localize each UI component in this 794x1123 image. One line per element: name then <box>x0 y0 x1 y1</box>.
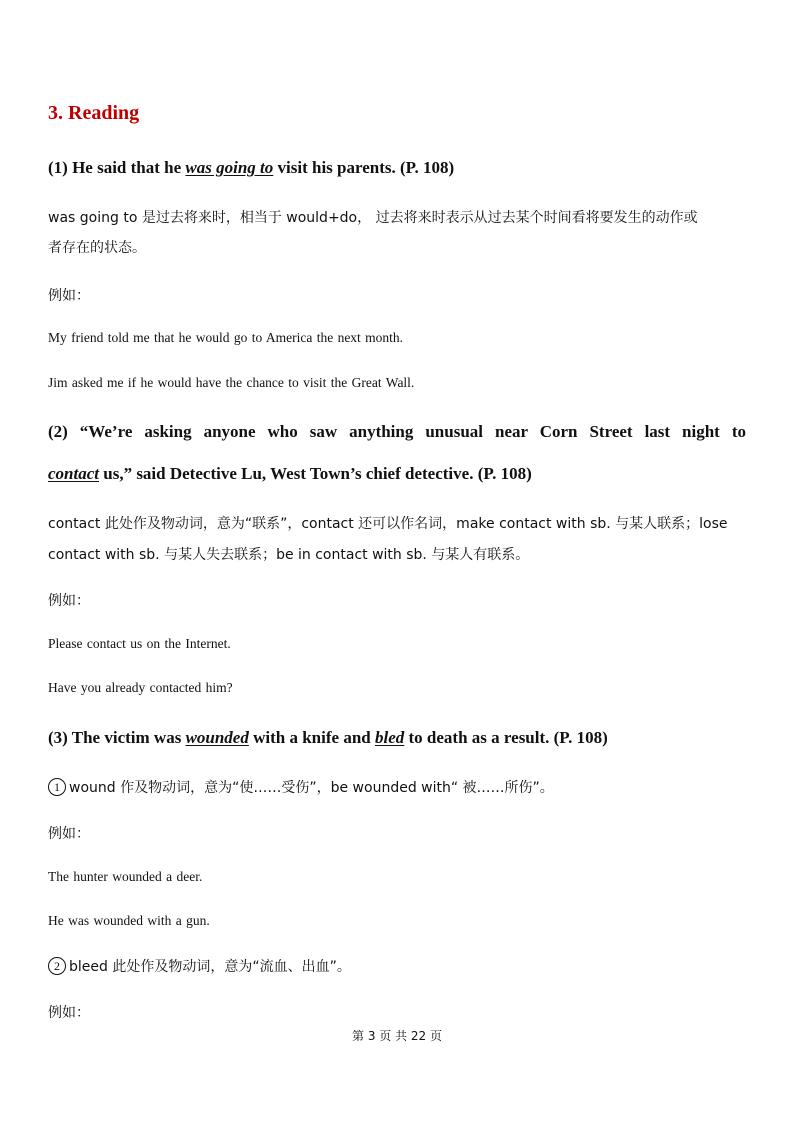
question-2-line-2 <box>48 464 532 484</box>
example-label: 例如： <box>48 288 90 304</box>
question-1-keyword: was going to <box>185 158 274 177</box>
question-1-suffix: visit his parents. (P. 108) <box>273 158 455 177</box>
example-sentence: Please contact us on the Internet. <box>48 636 231 651</box>
question-3-prefix: (3) The victim was <box>48 728 186 747</box>
example-label: 例如： <box>48 826 90 842</box>
question-3 <box>48 728 608 748</box>
question-2-keyword: contact <box>48 464 99 483</box>
point-2 <box>48 952 351 982</box>
question-3-keyword-1: wounded <box>185 728 249 747</box>
question-1-prefix: (1) He said that he <box>48 158 186 177</box>
example-sentence: He was wounded with a gun. <box>48 913 210 928</box>
question-3-middle: with a knife and <box>248 728 375 747</box>
question-1 <box>48 158 454 178</box>
question-2-line-1: (2) “We’re asking anyone who saw anything unusual near Corn Street last night to <box>48 422 746 441</box>
page-footer: 第 3 页 共 22 页 <box>352 1029 442 1043</box>
explanation-2-line-1: contact 此处作及物动词，意为“联系”，contact 还可以作名词，make contact with sb. 与某人联系；lose <box>48 516 728 532</box>
example-sentence: The hunter wounded a deer. <box>48 869 203 884</box>
example-sentence: Have you already contacted him? <box>48 680 233 695</box>
explanation-2-line-2: contact with sb. 与某人失去联系；be in contact with sb. 与某人有联系。 <box>48 547 530 563</box>
question-3-keyword-2: bled <box>374 728 405 747</box>
example-label: 例如： <box>48 593 90 609</box>
explanation-1-line-2: 者存在的状态。 <box>48 240 146 256</box>
section-title: 3. Reading <box>48 102 140 124</box>
point-1-text: wound 作及物动词，意为“使……受伤”，be wounded with“ 被……所伤”。 <box>69 780 554 796</box>
explanation-1-line-1: was going to 是过去将来时，相当于 would+do， 过去将来时表示从过去某个时间看将要发生的动作或 <box>48 210 698 226</box>
circled-number-1: 1 <box>48 778 66 796</box>
point-2-text: bleed 此处作及物动词，意为“流血、出血”。 <box>69 959 351 975</box>
question-3-suffix: to death as a result. (P. 108) <box>404 728 608 747</box>
example-sentence: Jim asked me if he would have the chance to visit the Great Wall. <box>48 375 415 390</box>
circled-number-2: 2 <box>48 957 66 975</box>
example-sentence: My friend told me that he would go to America the next month. <box>48 330 404 345</box>
question-2-suffix: us,” said Detective Lu, West Town’s chief detective. (P. 108) <box>99 464 532 483</box>
point-1 <box>48 773 554 803</box>
example-label: 例如： <box>48 1005 90 1021</box>
